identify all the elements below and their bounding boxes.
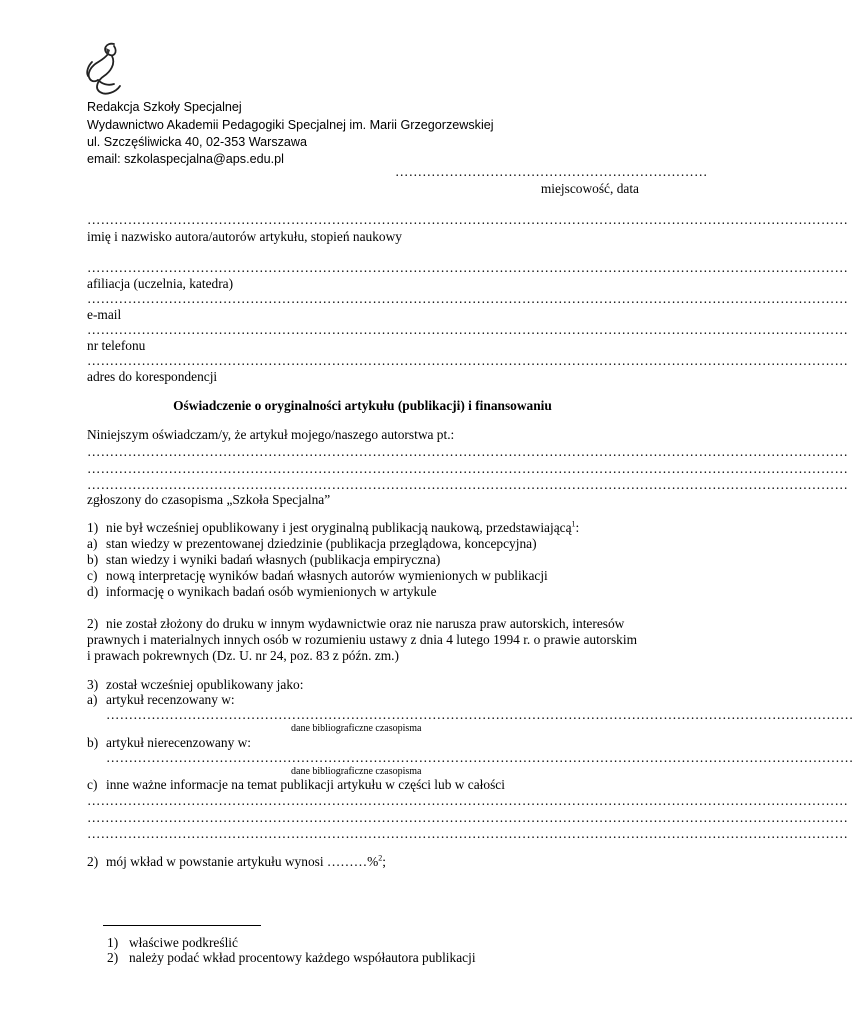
publisher-address: ul. Szczęśliwicka 40, 02-353 Warszawa [87,135,308,149]
section3-b-letter: b) [87,735,99,750]
reviewed-journal-dots[interactable]: ………………………………………………………………………………………………………………………………………………… [106,707,853,722]
other-info-dots-2[interactable]: …………………………………………………………………………………………………………………………………………………… [87,810,849,825]
publisher-subtitle: Wydawnictwo Akademii Pedagogiki Specjalnej im. Marii Grzegorzewskiej [87,118,494,132]
author-label: imię i nazwisko autora/autorów artykułu, stopień naukowy [87,229,402,244]
publisher-email: email: szkolaspecjalna@aps.edu.pl [87,152,284,166]
section2-line3: i prawach pokrewnych (Dz. U. nr 24, poz. 83 z późn. zm.) [87,648,399,663]
footnote-1-number: 1) [107,935,119,950]
option-b-text[interactable]: stan wiedzy i wyniki badań własnych (publikacja empiryczna) [106,552,441,567]
section2-number: 2) [87,616,99,631]
address-field-dots[interactable]: …………………………………………………………………………………………………………………………………………………… [87,353,849,368]
footnote-2-text: należy podać wkład procentowy każdego współautora publikacji [129,950,476,965]
logo [84,40,128,98]
section4-text: mój wkład w powstanie artykułu wynosi ………%$^2$; [106,853,386,869]
option-d-text[interactable]: informację o wynikach badań osób wymienionych w artykule [106,584,437,599]
option-c-letter: c) [87,568,98,583]
document-title: Oświadczenie o oryginalności artykułu (publikacji) i finansowaniu [173,398,552,413]
affiliation-label: afiliacja (uczelnia, katedra) [87,276,234,291]
section3-number: 3) [87,677,99,692]
date-field-dots[interactable]: …………………………………………………………… [395,164,708,179]
section1-text: nie był wcześniej opublikowany i jest oryginalną publikacją naukową, przedstawiającą$^1$: [106,519,580,535]
footnote-ref-1: 1 [571,519,576,529]
phone-field-dots[interactable]: …………………………………………………………………………………………………………………………………………………… [87,322,849,337]
section3-a-text: artykuł recenzowany w: [106,692,235,707]
option-a-text[interactable]: stan wiedzy w prezentowanej dziedzinie (publikacja przeglądowa, koncepcyjna) [106,536,537,551]
other-info-dots-3[interactable]: …………………………………………………………………………………………………………………………………………………… [87,826,849,841]
footnote-divider [103,925,261,926]
date-label: miejscowość, data [540,181,639,196]
option-b-letter: b) [87,552,99,567]
section2-line1: nie został złożony do druku w innym wydawnictwie oraz nie narusza praw autorskich, interesów [106,616,625,631]
nonreviewed-journal-dots[interactable]: ………………………………………………………………………………………………………………………………………………… [106,750,853,765]
section3-c-text: inne ważne informacje na temat publikacji artykułu w części lub w całości [106,777,505,792]
phone-label: nr telefonu [87,338,146,353]
section3-c-letter: c) [87,777,98,792]
affiliation-field-dots[interactable]: …………………………………………………………………………………………………………………………………………………… [87,260,849,275]
section3-a-letter: a) [87,692,98,707]
section3-b-text: artykuł nierecenzowany w: [106,735,252,750]
footnote-ref-2: 2 [378,853,383,863]
article-title-dots-3[interactable]: …………………………………………………………………………………………………………………………………………………… [87,477,849,492]
reviewed-journal-caption: dane bibliograficzne czasopisma [291,723,422,734]
section2-line2: prawnych i materialnych innych osób w rozumieniu ustawy z dnia 4 lutego 1994 r. o prawie autorskim [87,632,638,647]
section4-number: 2) [87,854,99,869]
intro-text: Niniejszym oświadczam/y, że artykuł mojego/naszego autorstwa pt.: [87,427,455,442]
article-title-dots-1[interactable]: …………………………………………………………………………………………………………………………………………………… [87,444,849,459]
nonreviewed-journal-caption: dane bibliograficzne czasopisma [291,766,422,777]
submitted-text: zgłoszony do czasopisma „Szkoła Specjalna” [87,492,331,507]
article-title-dots-2[interactable]: …………………………………………………………………………………………………………………………………………………… [87,461,849,476]
address-label: adres do korespondencji [87,369,218,384]
section1-number: 1) [87,520,99,535]
option-a-letter: a) [87,536,98,551]
email-label: e-mail [87,307,122,322]
section3-text: został wcześniej opublikowany jako: [106,677,304,692]
email-field-dots[interactable]: …………………………………………………………………………………………………………………………………………………… [87,291,849,306]
option-c-text[interactable]: nową interpretację wyników badań własnych autorów wymienionych w publikacji [106,568,548,583]
footnote-1-text: właściwe podkreślić [129,935,238,950]
publisher-name: Redakcja Szkoły Specjalnej [87,100,242,114]
option-d-letter: d) [87,584,99,599]
author-field-dots[interactable]: …………………………………………………………………………………………………………………………………………………… [87,212,849,227]
other-info-dots-1[interactable]: …………………………………………………………………………………………………………………………………………………… [87,793,849,808]
footnote-2-number: 2) [107,950,119,965]
